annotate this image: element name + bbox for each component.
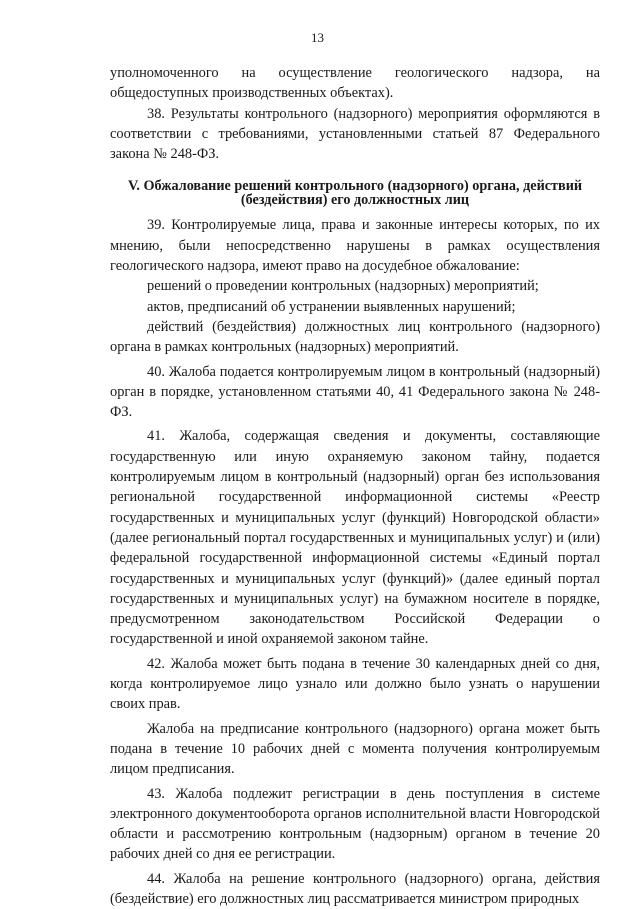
paragraph-38: 38. Результаты контрольного (надзорного) мероприятия оформляются в соответствии с требованиями, установленными статьей 87 Федерального закона № 248-ФЗ. [110, 105, 600, 163]
paragraph-39-item-3: действий (бездействия) должностных лиц контрольного (надзорного) органа в рамках контрольных (надзорных) мероприятий. [110, 318, 600, 356]
paragraph-42: 42. Жалоба может быть подана в течение 30 календарных дней со дня, когда контролируемое лицо узнало или должно было узнать о нарушении своих прав. [110, 655, 600, 713]
paragraph-39-item-2: актов, предписаний об устранении выявленных нарушений; [147, 298, 516, 315]
paragraph-42-part-2: Жалоба на предписание контрольного (надзорного) органа может быть подана в течение 10 рабочих дней с момента получения контролируемым лицом предписания. [110, 720, 600, 778]
paragraph-39: 39. Контролируемые лица, права и законные интересы которых, по их мнению, были непосредственно нарушены в рамках осуществления геологического надзора, имеют право на досудебное обжалование: [110, 217, 600, 275]
paragraph-39-item-1: решений о проведении контрольных (надзорных) мероприятий; [147, 278, 539, 295]
paragraph-43: 43. Жалоба подлежит регистрации в день поступления в системе электронного документооборота органов исполнительной власти Новгородской области и рассмотрению контрольным (надзорным) органом в течение 20 рабочих дней со дня ее регистрации. [110, 785, 600, 863]
paragraph-44: 44. Жалоба на решение контрольного (надзорного) органа, действия (бездействие) его должностных лиц рассматривается министром природных [110, 870, 600, 907]
paragraph-continuation: уполномоченного на осуществление геологического надзора, на общедоступных производственных объектах). [110, 65, 600, 102]
page-number: 13 [311, 30, 324, 45]
paragraph-41: 41. Жалоба, содержащая сведения и документы, составляющие государственную или иную охраняемую законом тайну, подается контролируемым лицом в контрольный (надзорный) орган без использования региональной государственной информационной системы «Реестр государственных и муниципальных услуг (функций) Новгородской области» (далее региональный портал государственных и муниципальных услуг) и (или) федеральной государственной информационной системы «Единый портал государственных и муниципальных услуг (функций)» (далее единый портал государственных и муниципальных услуг) на бумажном носителе в порядке, предусмотренном законодательством Российской Федерации о государственной и иной охраняемой законом тайне. [110, 428, 600, 648]
section-heading: V. Обжалование решений контрольного (надзорного) органа, действий (бездействия) его должностных лиц [127, 178, 583, 209]
document-body [110, 63, 600, 909]
paragraph-40: 40. Жалоба подается контролируемым лицом в контрольный (надзорный) орган в порядке, установленном статьями 40, 41 Федерального закона № 248-ФЗ. [110, 363, 600, 421]
